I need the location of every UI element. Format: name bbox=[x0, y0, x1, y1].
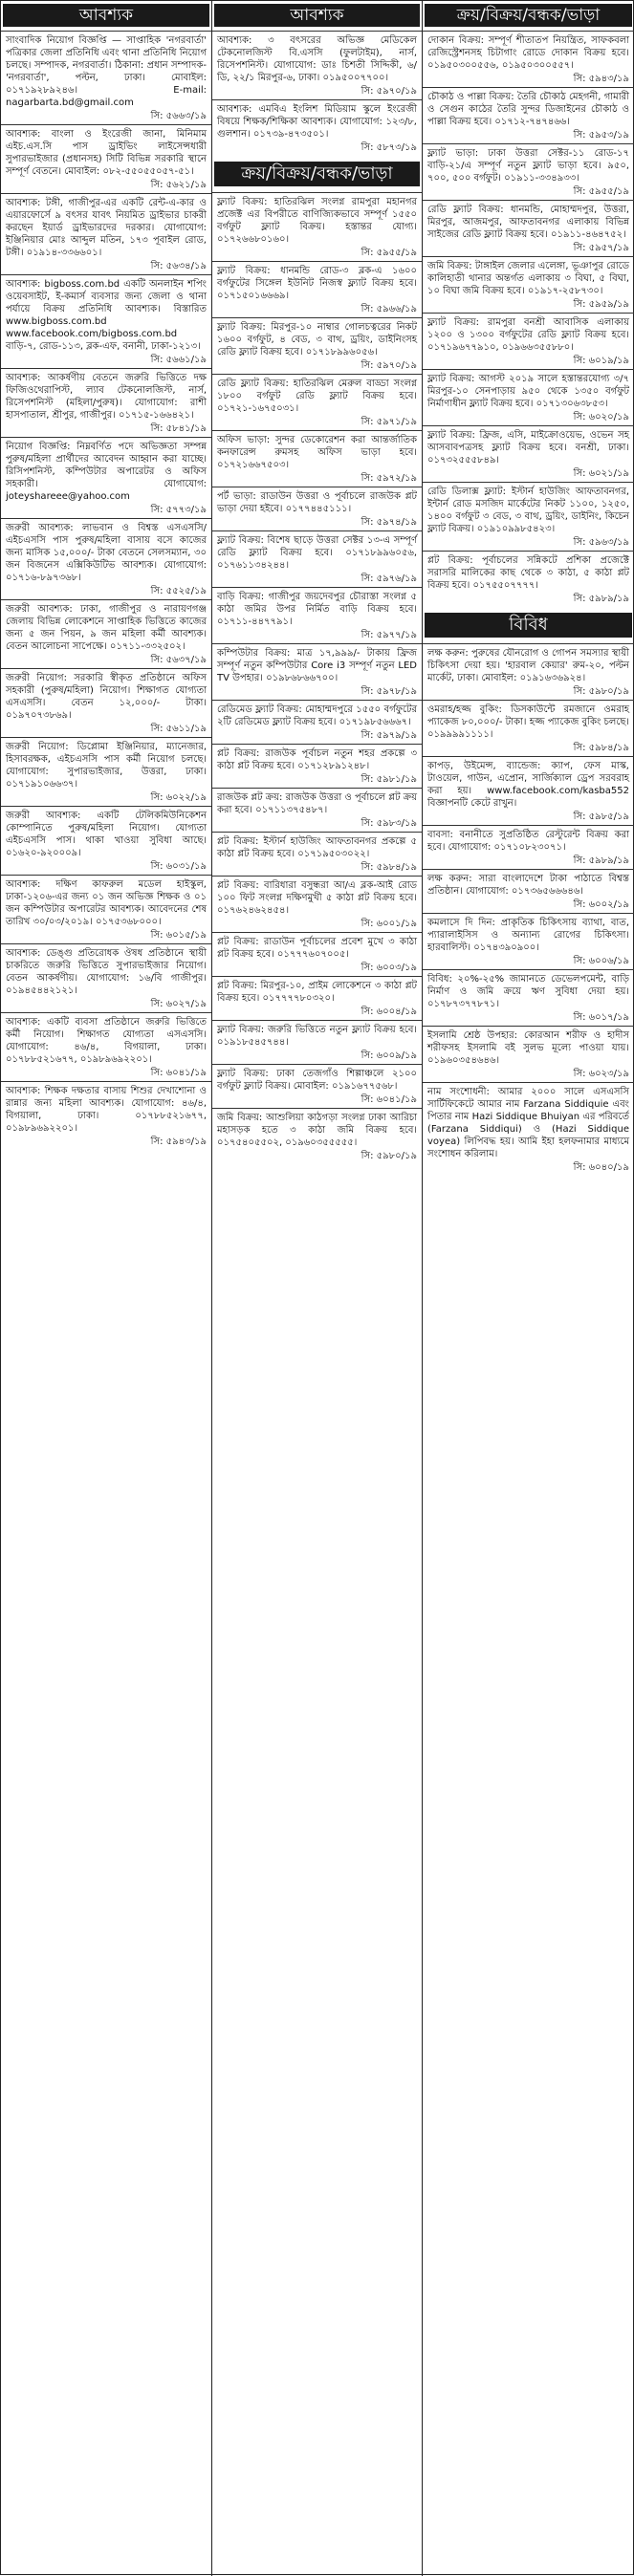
ad-code: সি: ৫৯৮৪/১৯ bbox=[573, 743, 629, 753]
classified-ad bbox=[212, 587, 422, 643]
ad-code: সি: ৫৯৬৬/১৯ bbox=[361, 304, 417, 314]
classified-ad bbox=[212, 876, 422, 932]
ad-code: সি: ৫৯৭২/১৯ bbox=[361, 473, 417, 484]
ad-text: ফ্ল্যাট ভাড়া: ঢাকা উত্তরা সেক্টর-১১ রোড-১৭ বাড়ি-২১/এ সম্পূর্ণ নতুন ফ্ল্যাট ভাড়া হবে। ৯৫০, ৭০০, ৫০০ বর্গফুট। ০১৯১১-৩৩৪৯৩৩। bbox=[427, 148, 629, 184]
section-heading: বিবিধ bbox=[425, 613, 632, 638]
ad-code: সি: ৫৯৫৯/১৯ bbox=[573, 299, 629, 310]
classified-ad bbox=[423, 969, 634, 1026]
classified-ad bbox=[212, 99, 422, 156]
ad-code: সি: ৬০১৫/১৯ bbox=[150, 930, 207, 941]
classified-ad bbox=[423, 756, 634, 825]
ad-code: সি: ৫৫২৫/১৯ bbox=[150, 586, 207, 596]
ad-code: সি: ৫৯৭৬/১৯ bbox=[361, 574, 417, 584]
ad-code: সি: ৬০২০/১৯ bbox=[573, 412, 629, 422]
ad-text: জরুরী আবশ্যক: ঢাকা, গাজীপুর ও নারায়ণগঞ্জ জেলায় বিভিন্ন লোকেশনে সাপ্তাহিক ভিত্তিতে কাজের জন্য ৫ জন পিয়ন, ৯ জন মহিলা কর্মী আবশ্যক। বেতন আলোচনা সাপেক্ষে। ০১৭১১-৩৩২৫০২। bbox=[6, 604, 207, 652]
classified-ad bbox=[212, 317, 422, 374]
ad-code: সি: ৬০২৩/১৯ bbox=[573, 1069, 629, 1079]
ad-text: ইসলামি শ্রেষ্ঠ উপহার: কোরআন শরীফ ও হাদীস শরীফসহ ইসলামি বই সুলভ মূল্যে পাওয়া যায়। ০১৯৬০৩৫৪৬৪৬। bbox=[427, 1030, 629, 1066]
ad-code: সি: ৬০২১/১৯ bbox=[573, 468, 629, 479]
ad-text: ফ্ল্যাট বিক্রয়: মিরপুর-১০ নাম্বার গোলচত্বরের নিকট ১৬০০ বর্গফুট, ৪ বেড, ৩ বাথ, ড্রয়িং, ডাইনিংসহ রেডি ফ্ল্যাট বিক্রয় হবে। ০১৭১৮৯৯৬০৫৬। bbox=[217, 322, 417, 357]
ad-text: ফ্ল্যাট বিক্রয়: রামপুরা বনশ্রী আবাসিক এলাকায় ১২০০ ও ১৩০০ বর্গফুটের রেডি ফ্ল্যাট বিক্রয় হবে। ০১৭১৯৬৭৭৯১০, ০১৯৬৬৩৫৫৮৮০। bbox=[427, 317, 629, 353]
ad-text: ফ্ল্যাট বিক্রয়: হাতিরঝিল সংলগ্ন রামপুরা মহানগর প্রজেক্ট এর বিপরীতে বাণিজ্যিকভাবে সম্পূর্ণ ১৫৫০ বর্গফুট ফ্ল্যাট বিক্রয়। হস্তান্তর যোগ্য। ০১৭২৬৬৮০১৬০। bbox=[217, 197, 417, 245]
ad-code: সি: ৫৬৬১/১৯ bbox=[150, 355, 207, 365]
ad-code: সি: ৬০০৯/১৯ bbox=[361, 1050, 417, 1061]
ad-text: প্লট বিক্রয়: রাডাউন পূর্বাচলের প্রবেশ মুখে ৩ কাঠা প্লট বিক্রয় হবে। ০১৭৭৭৬০৭০০৫। bbox=[217, 937, 417, 960]
classified-ad bbox=[212, 744, 422, 788]
ad-text: সাংবাদিক নিয়োগ বিজ্ঞপ্তি — সাপ্তাহিক 'নগরবার্তা' পত্রিকার জেলা প্রতিনিধি এবং থানা প্রতিনিধি নিয়োগ চলছে। সম্পাদক, নগরবার্তা। ঠিকানা: প্রধান সম্পাদক- 'নগরবার্তা', পল্টন, ঢাকা। মোবাইল: ০১৭১৯২৮৯২৪৬। E-mail: nagarbarta.bd@gmail.com bbox=[6, 35, 207, 108]
ad-code: সি: ৫৯৭০/১৯ bbox=[361, 360, 417, 371]
ad-text: আবশ্যক: দক্ষিণ কাফরুল মডেল হাইস্কুল, ঢাকা-১২০৬-এর জন্য ০১ জন অভিজ্ঞ শিক্ষক ও ০১ জন কম্পিউটার অপারেটর আবশ্যক। আবেদনের শেষ তারিখ ৩০/০৩/২০১৯। ০১৭৫৩৬৮০০০। bbox=[6, 879, 207, 927]
classified-ad bbox=[1, 193, 211, 274]
classified-ad bbox=[423, 1082, 634, 1176]
ad-code: সি: ৫৯৫৭/১৯ bbox=[573, 243, 629, 253]
ad-code: সি: ৫৯৮১/১৯ bbox=[361, 774, 417, 785]
classified-ad bbox=[1, 943, 211, 1012]
classified-ad bbox=[212, 643, 422, 700]
ad-code: সি: ৫৬৩৪/১৯ bbox=[150, 261, 207, 271]
ad-code: সি: ৫৯৬৩/১৯ bbox=[573, 537, 629, 548]
ad-text: রাজউক প্লট ক্রয়: রাজউক উত্তরা ও পূর্বাচলে প্লট ক্রয় করা হবে। ০১৭১১৩৭৫৪৮৭। bbox=[217, 792, 417, 815]
ad-code: সি: ৬০৪১/১৯ bbox=[361, 1094, 417, 1105]
ad-code: সি: ৫৮৭৩/১৯ bbox=[361, 142, 417, 153]
classified-ad bbox=[1, 518, 211, 599]
classified-ad bbox=[212, 1064, 422, 1108]
ad-code: সি: ৫৮৪১/১৯ bbox=[150, 423, 207, 434]
ad-text: প্লট বিক্রয়: মিরপুর-১০, প্রাইম লোকেশনে ৩ কাঠা প্লট বিক্রয় হবে। ০১৭৭৭৭৮০৩২০। bbox=[217, 981, 417, 1004]
ad-code: সি: ৫৯৮০/১৯ bbox=[573, 686, 629, 697]
ad-code: সি: ৫৭৭৩/১৯ bbox=[150, 505, 207, 515]
ad-text: জমি বিক্রয়: টাঙ্গাইল জেলার এলেঙ্গা, ভূঞাপুর রোডে কালিহাতী থানার অন্তর্গত এলাকায় ৩ বিঘা, ৫ বিঘা, ১০ বিঘা জমি বিক্রয় হবে। ০১৯১৭-২৫৮৭৩০। bbox=[427, 261, 629, 296]
classified-ad bbox=[423, 313, 634, 369]
ad-code: সি: ৬০০৩/১৯ bbox=[361, 963, 417, 973]
ad-code: সি: ৫৯৭১/১৯ bbox=[361, 417, 417, 427]
ad-text: বিবিধ: ২০%-২৫% জামানতে ডেভেলপমেন্ট, বাড়ি নির্মাণ ও জমি ক্রয়ে ঋণ সুবিধা দেয়া হয়। ০১৭৮৭৩৭৭৮৭১। bbox=[427, 974, 629, 1009]
classified-ad bbox=[212, 700, 422, 744]
ad-code: সি: ৬০১৯/১৯ bbox=[573, 356, 629, 366]
section-heading: আবশ্যক bbox=[3, 4, 209, 27]
ad-code: সি: ৬০৩১/১৯ bbox=[150, 861, 207, 872]
ad-text: জরুরী আবশ্যক: লাভবান ও বিশ্বস্ত এসএসসি/এইচএসসি পাস পুরুষ/মহিলা বাসায় বসে কাজের জন্য মাসিক ১৫,০০০/- টাকা বেতনে সেলসম্যান, ৩০ জন বিজনেস এক্সিকিউটিভ আবশ্যক। যোগাযোগ: ০১৭১৬-৮৯৭৩৬৮। bbox=[6, 523, 207, 583]
ad-code: সি: ৫৯৮৯/১৯ bbox=[573, 855, 629, 866]
ad-code: সি: ৬০০২/১৯ bbox=[573, 899, 629, 910]
classified-ad bbox=[212, 31, 422, 99]
ad-text: কম্পিউটার বিক্রয়: মাত্র ১৭,৯৯৯/- টাকায় ফ্রিজ সম্পূর্ণ নতুন কম্পিউটার Core i3 সম্পূর্ণ নতুন LED TV উপহার। ০১৯৮৬৮৬৬৭০০। bbox=[217, 648, 417, 683]
ad-text: আবশ্যক: এমবিএ ইংলিশ মিডিয়াম স্কুলে ইংরেজী বিষয়ে শিক্ষক/শিক্ষিকা আবশ্যক। যোগাযোগ: ১২৩/৮, গুলশান। ০১৭৩৯-৪৭৩৫০১। bbox=[217, 104, 417, 140]
ad-text: প্লট বিক্রয়: পূর্বাচলের সন্নিকটে প্রশিকা প্রজেক্টে সরাসরি মালিকের কাছ থেকে ৩ কাঠা, ৫ কাঠা প্লট বিক্রয় হবে। ০১৭৫৫০৭৭৭৭। bbox=[427, 555, 629, 591]
column-1 bbox=[1, 1, 212, 2576]
ad-code: সি: ৫৬৩৭/১৯ bbox=[150, 655, 207, 665]
ad-code: সি: ৫৯৫৩/১৯ bbox=[573, 130, 629, 141]
classified-ad bbox=[423, 256, 634, 313]
ad-list bbox=[212, 31, 422, 156]
ad-text: ওমরাহ/হজ্জ বুকিং: ডিসকাউন্টে রমজানে ওমরাহ প্যাকেজ ৮০,০০০/- টাকা। হজ্জ প্যাকেজ বুকিং চলছে। ০১৯৯৯৯১১১১। bbox=[427, 704, 629, 740]
ad-code: সি: ৫৯৮০/১৯ bbox=[361, 1151, 417, 1161]
ad-text: ফ্ল্যাট বিক্রয়: ঢাকা তেজগাঁও শিল্পাঞ্চলে ২১০০ বর্গফুট ফ্ল্যাট বিক্রয়। মোবাইল: ০১৯১৬৭৭৫৬৮। bbox=[217, 1069, 417, 1092]
section-heading: আবশ্যক bbox=[214, 4, 420, 27]
ad-code: সি: ৫৯৭৯/১৯ bbox=[361, 730, 417, 741]
classified-ad bbox=[1, 668, 211, 737]
ad-text: আবশ্যক: ডেঙ্গু প্রতিরোধক ঔষধ প্রতিষ্ঠানে স্থায়ী চাকরিতে জরুরি ভিত্তিতে সুপারভাইজার নিয়োগ। বেতন আকর্ষণীয়। যোগাযোগ: ১৬/বি গাজীপুর। ০১৯৪৫৪৪২১২১। bbox=[6, 948, 207, 996]
ad-code: সি: ৫৯৪৩/১৯ bbox=[150, 1136, 207, 1147]
ad-text: ফ্ল্যাট বিক্রয়: ধানমন্ডি রোড-৩ ব্লক-এ ১৬০০ বর্গফুটের সিঙ্গেল ইউনিট নিজস্ব ফ্ল্যাট বিক্রয় হবে। ০১৭১৫০১৬৬৬৯। bbox=[217, 266, 417, 301]
classified-ad bbox=[1, 1081, 211, 1150]
classified-ad bbox=[1, 437, 211, 518]
column-2 bbox=[212, 1, 423, 2576]
classified-ad bbox=[212, 788, 422, 832]
classified-ad bbox=[1, 368, 211, 437]
ad-list bbox=[1, 31, 211, 1150]
classified-ad bbox=[423, 913, 634, 969]
classified-ad bbox=[1, 875, 211, 943]
ad-code: সি: ৬০০১/১৯ bbox=[361, 919, 417, 929]
ad-code: সি: ৫৯৮৫/১৯ bbox=[573, 812, 629, 822]
ad-text: রেডি ডিলাক্স ফ্ল্যাট: ইস্টার্ন হাউজিং আফতাবনগর, ইন্টার্ন রোড মসজিদ মার্কেটের নিকট ১১০০, ১২৫০, ১৪০০ বর্গফুট ৩ বেড, ৩ বাথ, ড্রয়িং, ডাইনিং, কিচেন ফ্ল্যাট বিক্রয়। ০১৯১০৯৯৮৫৪২৩। bbox=[427, 487, 629, 534]
classified-ad bbox=[1, 124, 211, 193]
ad-code: সি: ৫৬৬৩/১৯ bbox=[150, 111, 207, 121]
classified-ad bbox=[1, 806, 211, 875]
classified-ad bbox=[423, 1026, 634, 1082]
section-heading: ক্রয়/বিক্রয়/বন্ধক/ভাড়া bbox=[425, 4, 632, 27]
ad-code: সি: ৫৯৭০/১৯ bbox=[361, 86, 417, 97]
ad-text: জরুরী নিয়োগ: সরকারি স্বীকৃত প্রতিষ্ঠানে অফিস সহকারী (পুরুষ/মহিলা) নিয়োগ। শিক্ষাগত যোগ্যতা এসএসসি। বেতন ১২,০০০/- টাকা। ০১৯৭০৭৩৮৬৯। bbox=[6, 673, 207, 721]
ad-text: জমি বিক্রয়: আশুলিয়া কাঠগড়া সংলগ্ন ঢাকা আরিচা মহাসড়ক হতে ৩ কাঠা জমি বিক্রয় হবে। ০১৭৫৪০৫৫০২, ০১৯৬০৩৫৫৫৫৫। bbox=[217, 1113, 417, 1148]
ad-text: বাড়ি বিক্রয়: গাজীপুর জয়দেবপুর চৌরাস্তা সংলগ্ন ৫ কাঠা জমির উপর নির্মিত বাড়ি বিক্রয় হবে। ০১৭১১-৪৪৭৭৯১। bbox=[217, 592, 417, 627]
ad-text: ফ্ল্যাট বিক্রয়: আগস্ট ২০১৯ সালে হস্তান্তরযোগ্য ৩/৭ মিরপুর-১০ সেনপাড়ায় ৯৫০ থেকে ১৩৫০ বর্গফুট নির্মাণাধীন ফ্ল্যাট বিক্রয় হবে। ০১৭১৩০৬৩৮৫৩। bbox=[427, 374, 629, 409]
ad-code: সি: ৫৬২১/১৯ bbox=[150, 180, 207, 190]
classified-ad bbox=[212, 261, 422, 317]
ad-text: ফ্ল্যাট বিক্রয়: বিশেষ ছাড়ে উত্তরা সেক্টর ১৩-এ সম্পূর্ণ রেডি ফ্ল্যাট বিক্রয় হবে। ০১৭১৮৯৯৬০৫৬, ০১৭৬১১৩৪২৪৪। bbox=[217, 535, 417, 571]
ad-text: কমলাসে দি দিন: প্রাকৃতিক চিকিৎসায় ব্যাথা, বাত, প্যারালাইসিস ও অন্যান্য রোগের চিকিৎসা। হারবালিস্ট। ০১৭৪৩৯০৯০০। bbox=[427, 918, 629, 953]
classified-ad bbox=[212, 932, 422, 976]
ad-list bbox=[423, 643, 634, 1176]
ad-code: সি: ৬০১৭/১৯ bbox=[573, 1012, 629, 1023]
classified-ad bbox=[212, 1020, 422, 1064]
ad-text: ফ্ল্যাট বিক্রয়: ফ্রিজ, এসি, মাইক্রোওয়েভ, ওভেন সহ আসবাবপত্রসহ ফ্ল্যাট বিক্রয় হবে। বনশ্রী, ঢাকা। ০১৭৩২৫৫৫৮৪৯। bbox=[427, 430, 629, 465]
classified-ad bbox=[212, 374, 422, 430]
ad-text: আবশ্যক: শিক্ষক দক্ষতার বাসায় শিশুর দেখাশোনা ও রান্নার জন্য মহিলা আবশ্যক। যোগাযোগ: ৪৬/৪, বিগয়ালা, ঢাকা। ০১৭৮৮৫২১৬৭৭, ০১৯৮৯৬৯২২০১। bbox=[6, 1086, 207, 1134]
ad-text: রেডিমেড ফ্ল্যাট বিক্রয়: মোহাম্মদপুরে ১৫৫০ বর্গফুটের ২টি রেডিমেড ফ্ল্যাট বিক্রয় হবে। ০১৭১৯৮৫৬৬৬৭। bbox=[217, 704, 417, 727]
ad-text: লক্ষ করুন: সারা বাংলাদেশে টাকা পাঠাতে বিশ্বস্ত প্রতিষ্ঠান। যোগাযোগ: ০১৭৩৬৫৬৬৬৪৬। bbox=[427, 874, 629, 897]
ad-text: আবশ্যক: ৩ বৎসরের অভিজ্ঞ মেডিকেল টেকনোলজিস্ট বি.এসসি (ফুলটাইম), নার্স, রিসেপশনিস্ট। যোগাযোগ: ডাঃ চিশতী সিদ্দিকী, ৬/ডি, ২২/১ মিরপুর-৬, ঢাকা। ০১৯৫০০৭৭০০। bbox=[217, 35, 417, 83]
ad-text: জরুরী নিয়োগ: ডিপ্লোমা ইঞ্জিনিয়ার, ম্যানেজার, হিসাবরক্ষক, এইচএসসি পাস কর্মী নিয়োগ চলছে। যোগাযোগ: সুপারভাইজার, উত্তরা, ঢাকা। ০১৭১৯১০৬৬৩৭। bbox=[6, 742, 207, 790]
classified-ad bbox=[212, 832, 422, 876]
ad-text: লক্ষ করুন: পুরুষের যৌনরোগ ও গোপন সমস্যার স্থায়ী চিকিৎসা দেয়া হয়। 'হারবাল কেয়ার' রুম-২০, পল্টন মার্কেট, ঢাকা। মোবাইল: ০১৯১৬৩৬৯২৪। bbox=[427, 648, 629, 683]
classified-ad bbox=[1, 274, 211, 368]
classified-ad bbox=[212, 1108, 422, 1164]
ad-code: সি: ৬০০৪/১৯ bbox=[361, 1007, 417, 1017]
classified-ad bbox=[423, 425, 634, 482]
ad-text: দোকান বিক্রয়: সম্পূর্ণ শীতাতপ নিয়ন্ত্রিত, সাফকবলা রেজিস্ট্রেশনসহ চিটাগাং রোডে দোকান বিক্রয় হবে। ০১৯৫০৩০০৫৫৬, ০১৯৫০৩০০৫৫৭। bbox=[427, 35, 629, 71]
ad-text: আবশ্যক: bigboss.com.bd একটি অনলাইন শপিং ওয়েবসাইট, ই-কমার্স ব্যবসার জন্য জেলা ও থানা পর্যায়ে বিক্রয় প্রতিনিধি আবশ্যক। বিস্তারিত www.bigboss.com.bd www.facebook.com/bigboss.com.bd বাড়ি-৭, রোড-১১৩, ব্লক-এফ, বনানী, ঢাকা-১২১৩। bbox=[6, 279, 207, 352]
ad-code: সি: ৫৯৮৯/১৯ bbox=[573, 594, 629, 604]
ad-text: বাবসা: বনানীতে সুপ্রতিষ্ঠিত রেস্টুরেন্ট বিক্রয় করা হবে। যোগাযোগ: ০১৭১০৮২৩০৭১। bbox=[427, 830, 629, 853]
classified-ad bbox=[423, 551, 634, 607]
ad-text: প্লট বিক্রয়: ইস্টার্ন হাউজিং আফতাবনগর প্রকল্পে ৫ কাঠা প্লট বিক্রয় হবে। ০১৭১৯৫০৩০২২। bbox=[217, 836, 417, 859]
classified-ad bbox=[423, 643, 634, 700]
ad-text: রেডি ফ্ল্যাট বিক্রয়: হাতিরঝিল মেরুল বাড্ডা সংলগ্ন ১৮০০ বর্গফুট রেডি ফ্ল্যাট বিক্রয় হবে। ০১৭২১-১৬৭৫০৩১। bbox=[217, 379, 417, 414]
ad-code: সি: ৫৯৮৩/১৯ bbox=[361, 818, 417, 829]
ad-text: নিয়োগ বিজ্ঞপ্তি: নিম্নবর্ণিত পদে অভিজ্ঞতা সম্পন্ন পুরুষ/মহিলা প্রার্থীদের আবেদন আহ্বান করা যাচ্ছে। রিসিপশনিস্ট, কম্পিউটার অপারেটর ও অফিস সহকারী। যোগাযোগ: joteyshareee@yahoo.com bbox=[6, 442, 207, 502]
classified-ad bbox=[423, 31, 634, 87]
ad-text: ফ্ল্যাট বিক্রয়: জরুরি ভিত্তিতে নতুন ফ্ল্যাট বিক্রয় হবে। ০১৯১৮৫৪৫৭৪৪। bbox=[217, 1025, 417, 1048]
classified-ad bbox=[212, 530, 422, 587]
ad-code: সি: ৫৯৮৪/১৯ bbox=[361, 862, 417, 873]
ad-list bbox=[212, 192, 422, 1164]
ad-text: অফিস ভাড়া: সুন্দর ডেকোরেশন করা আন্তর্জাতিক কনফারেন্স রুমসহ অফিস ভাড়া হবে। ০১৭২১৬৬৭৫০৩। bbox=[217, 435, 417, 470]
ad-code: সি: ৫৯৫৫/১৯ bbox=[573, 186, 629, 197]
ad-code: সি: ৬০৪০/১৯ bbox=[573, 1162, 629, 1173]
classified-ad bbox=[423, 825, 634, 869]
classified-ad bbox=[212, 430, 422, 487]
classified-ad bbox=[423, 143, 634, 200]
ad-text: রেডি ফ্ল্যাট বিক্রয়: ধানমন্ডি, মোহাম্মদপুর, উত্তরা, মিরপুর, আজমপুর, আফতাবনগর এলাকায় বিভিন্ন সাইজের রেডি ফ্ল্যাট বিক্রয় হবে। ০১৯১১-৪৬৪৭৫২। bbox=[427, 205, 629, 240]
classified-ad bbox=[1, 1012, 211, 1081]
ad-text: নাম সংশোধনী: আমার ২০০০ সালে এসএসসি সার্টিফিকেটে আমার নাম Farzana Siddiquie এবং পিতার নাম Hazi Siddique Bhuiyan এর পরিবর্তে (Farzana Siddiqui) ও (Hazi Siddique voyea) লিপিবদ্ধ হয়। আমি ইহা হলফনামার মাধ্যমে সংশোধন করিলাম। bbox=[427, 1087, 629, 1159]
classified-ad bbox=[212, 487, 422, 530]
classified-ad bbox=[423, 869, 634, 913]
ad-text: জরুরী আবশ্যক: একটি টেলিকমিউনিকেশন কোম্পানিতে পুরুষ/মহিলা নিয়োগ। যোগ্যতা এইচএসসি পাস। থাকা খাওয়া সুবিধা আছে। ০১৬২০-৯২০০০৯। bbox=[6, 811, 207, 858]
ad-text: আবশ্যক: টঙ্গী, গাজীপুর-এর একটি রেন্ট-এ-কার ও এয়ারফোর্সে ৯ বৎসর যাবৎ নিয়মিত ড্রাইভার চাকরী করছেন ইয়ার্ড ড্রাইভারদের দরকার। যোগাযোগ: ইঞ্জিনিয়ার মোঃ আব্দুল মতিন, ১৭৩ পূবাইল রোড, টঙ্গী। ০১৯১৪-৩৩৬৬০১। bbox=[6, 198, 207, 258]
classified-ad bbox=[423, 700, 634, 756]
ad-code: সি: ৫৬১১/১৯ bbox=[150, 724, 207, 734]
ad-code: সি: ৬০০৬/১৯ bbox=[573, 956, 629, 966]
ad-text: চৌকাঠ ও পাল্লা বিক্রয়: তৈরি চৌকাঠ মেহগনী, গামারী ও সেগুন কাঠের তৈরি সুন্দর ডিজাইনের চৌকাঠ ও পাল্লা বিক্রয় হবে। ০১৭১২-৭৪৭৪৬৬। bbox=[427, 92, 629, 127]
ad-list bbox=[423, 31, 634, 607]
ad-code: সি: ৬০২২/১৯ bbox=[150, 792, 207, 803]
ad-code: সি: ৫৯৭৭/১৯ bbox=[361, 630, 417, 640]
ad-code: সি: ৫৯৫৫/১৯ bbox=[361, 248, 417, 258]
ad-text: কাপড়, উইমেন্স, ব্যান্ডেজ: ক্যাপ, ফেস মাস্ক, টাওয়েল, গাউন, এপ্রোন, সার্জিক্যাল ড্রেপ সরবরাহ করা হয়। www.facebook.com/kasba552 বিজ্ঞাপনটি কেটে রাখুন। bbox=[427, 761, 629, 809]
classified-ad bbox=[423, 482, 634, 551]
ad-code: সি: ৫৯৭৮/১৯ bbox=[361, 686, 417, 697]
classified-ad bbox=[423, 369, 634, 425]
ad-text: প্লট বিক্রয়: রাজউক পূর্বাচল নতুন শহর প্রকল্পে ৩ কাঠা প্লট বিক্রয় হবে। ০১৭১২৮৯১২৪৮। bbox=[217, 748, 417, 771]
ad-text: পর্ট ভাড়া: রাডাউন উত্তরা ও পূর্বাচলে রাজউক প্লট ভাড়া দেয়া হইবে। ০১৭৭৪৪৫১১১। bbox=[217, 491, 417, 514]
classified-ad bbox=[1, 31, 211, 124]
column-3 bbox=[423, 1, 634, 2576]
ad-text: আবশ্যক: একটি ব্যবসা প্রতিষ্ঠানে জরুরি ভিত্তিতে কর্মী নিয়োগ। শিক্ষাগত যোগ্যতা এসএসসি। যোগাযোগ: ৪৬/৪, বিগয়ালা, ঢাকা। ০১৭৮৮৫২১৬৭৭, ০১৯৮৯৬৯২২০১। bbox=[6, 1017, 207, 1065]
ad-code: সি: ৫৯৭৪/১৯ bbox=[361, 517, 417, 528]
ad-code: সি: ৬০৪১/১৯ bbox=[150, 1068, 207, 1078]
ad-code: সি: ৬০২৭/১৯ bbox=[150, 999, 207, 1009]
ad-text: আবশ্যক: আকর্ষণীয় বেতনে জরুরি ভিত্তিতে দক্ষ ফিজিওথেরাপিস্ট, ল্যাব টেকনোলজিস্ট, নার্স, রিসেপশনিস্ট (মহিলা/পুরুষ)। যোগাযোগ: রাশী হাসপাতাল, শ্রীপুর, গাজীপুর। ০১৭১৫-১৬৬৪২১। bbox=[6, 373, 207, 421]
classified-ad bbox=[423, 87, 634, 143]
classified-ad bbox=[423, 200, 634, 256]
ad-code: সি: ৫৯৪৩/১৯ bbox=[573, 74, 629, 84]
section-heading: ক্রয়/বিক্রয়/বন্ধক/ভাড়া bbox=[214, 162, 420, 186]
ad-text: প্লট বিক্রয়: বারিধারা বসুন্ধরা আ/এ ব্লক-আই রোড ১০০ ফিট সংলগ্ন দক্ষিণমুখী ৫ কাঠা প্লট বিক্রয় হবে। ০১৭৬২৪৬২৪৫৪। bbox=[217, 880, 417, 916]
ad-text: আবশ্যক: বাংলা ও ইংরেজী জানা, মিনিমাম এইচ.এস.সি পাস ড্রাইভিং লাইসেন্সধারী সুপারভাইজার (প্রধানসহ) সিটি বিভিন্ন সরকারি স্থানে সম্পূর্ণ বেতনে। মোবাইল: ০৮২-৫৫০৫৫০৫৭-৫১। bbox=[6, 129, 207, 177]
classified-ad bbox=[1, 599, 211, 668]
classified-ad bbox=[212, 976, 422, 1020]
classified-ad bbox=[1, 737, 211, 806]
classified-ad bbox=[212, 192, 422, 261]
